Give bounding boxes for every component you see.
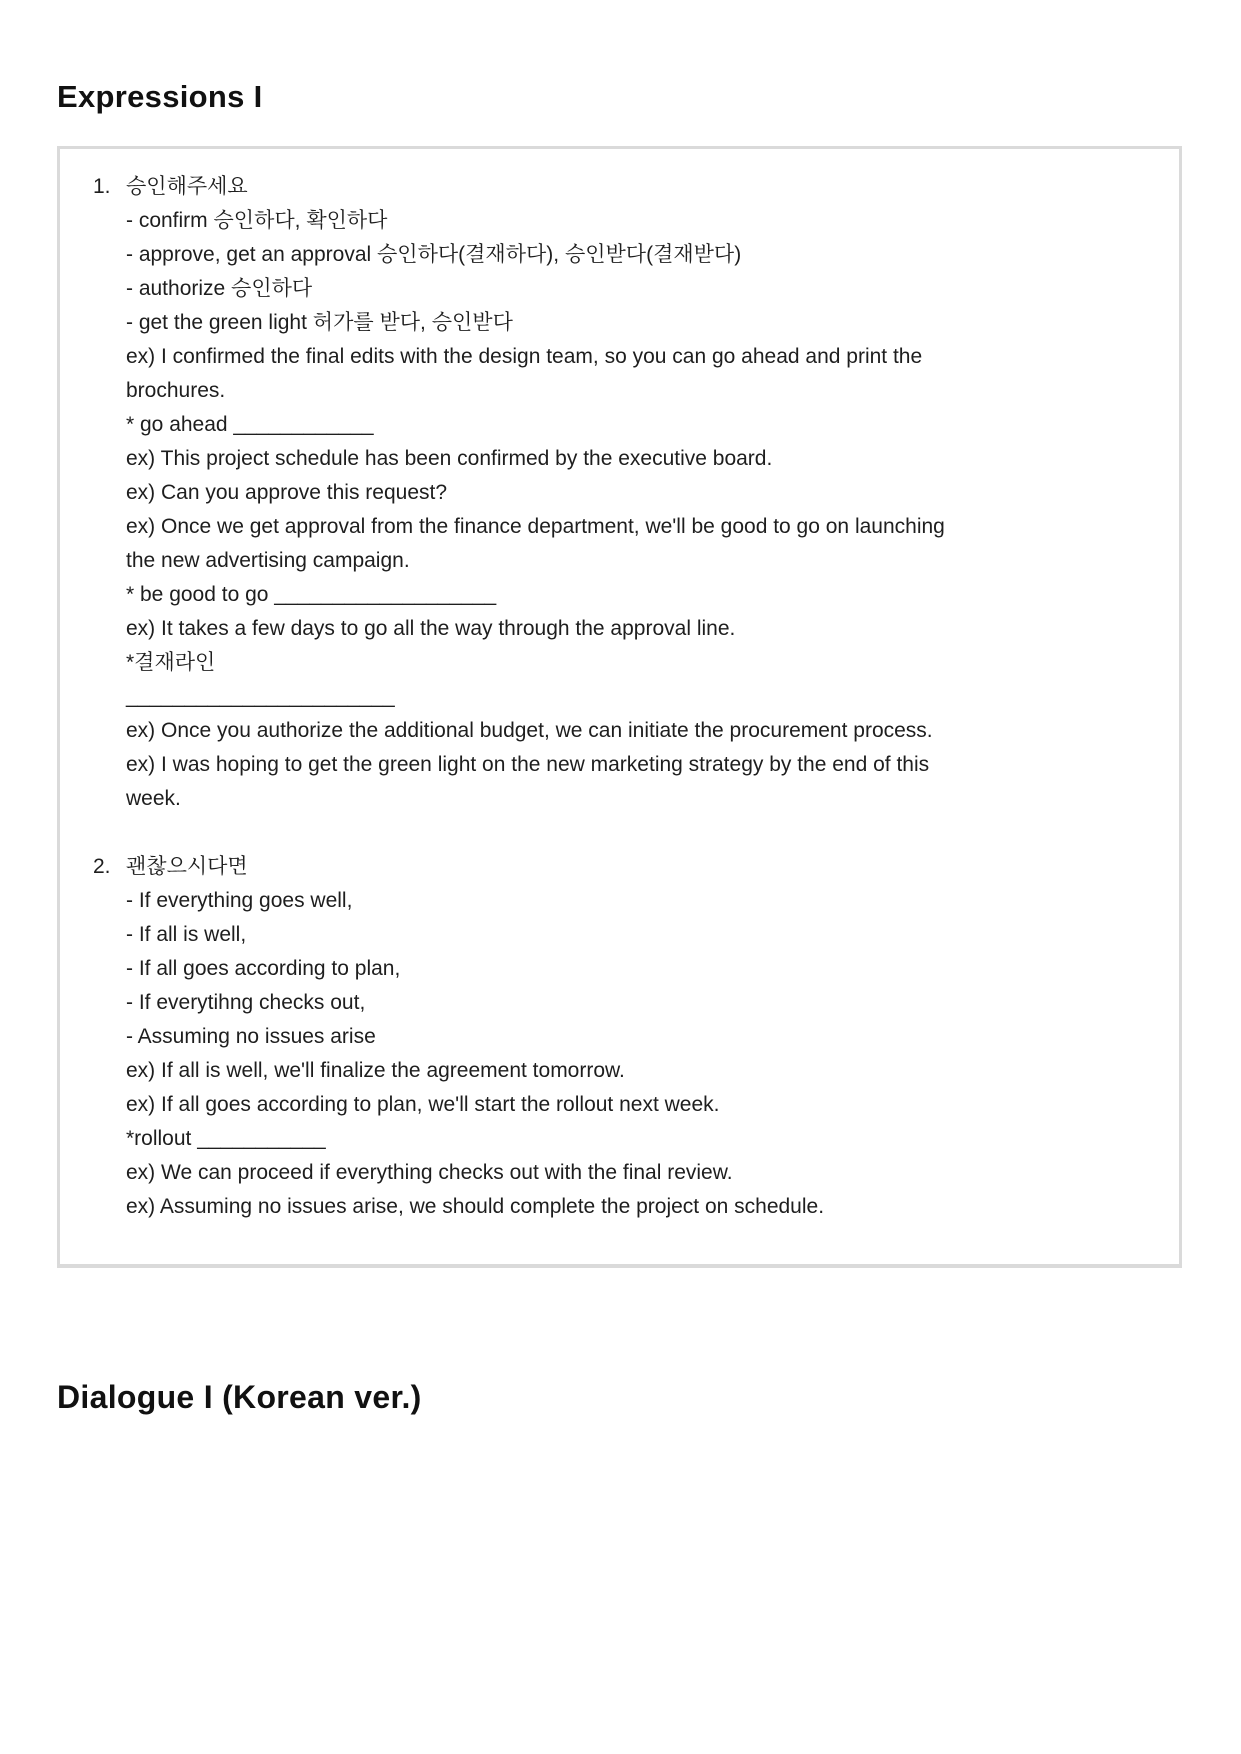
fill-in-blank-line: * go ahead ____________ (126, 413, 374, 436)
dialogue-section-title: Dialogue I (Korean ver.) (57, 1379, 422, 1416)
expression-line: - If everything goes well, (126, 889, 353, 912)
list-number: 2. (93, 855, 111, 878)
expression-example-line: ex) We can proceed if everything checks out with the final review. (126, 1161, 733, 1184)
expression-line: - If everytihng checks out, (126, 991, 366, 1014)
expression-line: - authorize 승인하다 (126, 277, 313, 300)
expression-line: - If all is well, (126, 923, 247, 946)
list-number: 1. (93, 175, 111, 198)
expression-example-line: ex) It takes a few days to go all the way through the approval line. (126, 617, 736, 640)
expression-example-line: ex) Can you approve this request? (126, 481, 448, 504)
expressions-section-title: Expressions I (57, 78, 263, 114)
expression-item-1 (60, 170, 1143, 816)
expression-line: - approve, get an approval 승인하다(결재하다), 승인받다(결재받다) (126, 243, 742, 266)
expression-line: - Assuming no issues arise (126, 1025, 376, 1048)
expression-example-line: brochures. (126, 379, 226, 402)
expression-example-line: ex) Once we get approval from the finance department, we'll be good to go on launching (126, 515, 945, 538)
expression-example-line: ex) Once you authorize the additional budget, we can initiate the procurement process. (126, 719, 933, 742)
expression-example-line: ex) This project schedule has been confirmed by the executive board. (126, 447, 773, 470)
expression-line: - If all goes according to plan, (126, 957, 401, 980)
expression-example-line: ex) Assuming no issues arise, we should complete the project on schedule. (126, 1195, 825, 1218)
expression-example-line: ex) If all is well, we'll finalize the agreement tomorrow. (126, 1059, 625, 1082)
expression-line: - get the green light 허가를 받다, 승인받다 (126, 311, 513, 334)
expression-example-line: week. (126, 787, 181, 810)
expressions-box (57, 146, 1182, 1268)
expression-example-line: the new advertising campaign. (126, 549, 410, 572)
fill-in-blank-line: _______________________ (126, 685, 395, 708)
expression-example-line: ex) I was hoping to get the green light on the new marketing strategy by the end of this (126, 753, 930, 776)
expression-example-line: ex) I confirmed the final edits with the design team, so you can go ahead and print the (126, 345, 923, 368)
expression-example-line: ex) If all goes according to plan, we'll start the rollout next week. (126, 1093, 720, 1116)
expression-item-title: 괜찮으시다면 (126, 855, 248, 878)
expression-item-title: 승인해주세요 (126, 175, 248, 198)
expression-note-line: *결재라인 (126, 651, 216, 674)
expression-line: - confirm 승인하다, 확인하다 (126, 209, 388, 232)
fill-in-blank-line: * be good to go ___________________ (126, 583, 497, 606)
expression-item-2 (60, 850, 1143, 1224)
fill-in-blank-line: *rollout ___________ (126, 1127, 326, 1150)
